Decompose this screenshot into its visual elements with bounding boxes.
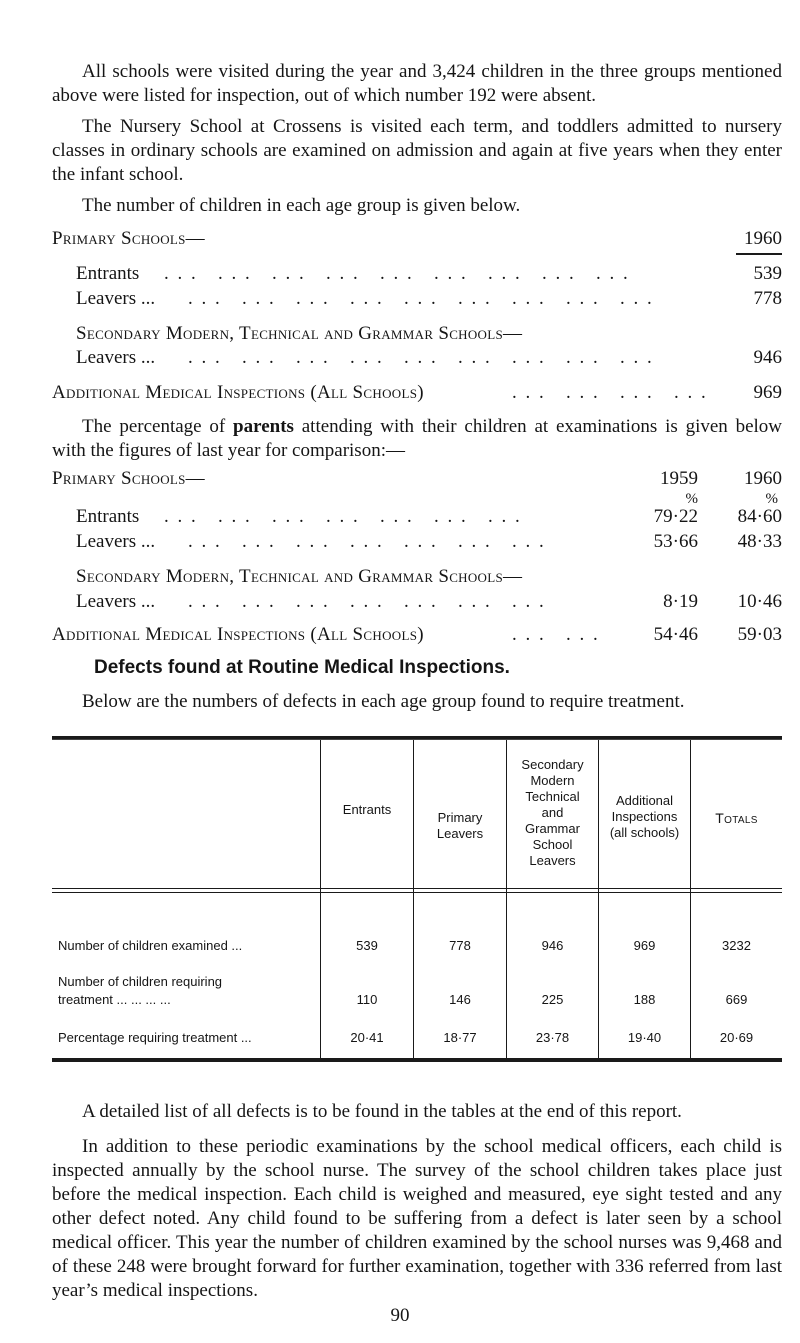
col-header-line: Leavers — [529, 853, 576, 868]
leader-dots: . . . . . . . . . . . . . . . . . . . . . — [164, 506, 522, 527]
pct-leavers-row — [52, 530, 782, 554]
col-header-line: School — [532, 837, 573, 852]
counts-primary-heading: Primary Schools— — [52, 228, 205, 249]
defects-table — [52, 736, 782, 1064]
cell: 18·77 — [443, 1030, 477, 1045]
counts-secondary-heading: Secondary Modern, Technical and Grammar Schools— — [76, 323, 523, 344]
intro-paragraph-3: The number of children in each age group is given below. — [82, 195, 521, 216]
percentage-intro-after: attending with their children at examinations is given below with the figures of last year for comparison:— — [52, 416, 783, 461]
col-header-line: Inspections — [611, 809, 678, 824]
counts-secondary-heading-row — [52, 322, 782, 346]
col-header-line: Additional — [615, 793, 674, 808]
cell: 778 — [449, 938, 471, 953]
row-label: Number of children examined ... — [58, 938, 243, 953]
cell: 188 — [633, 992, 656, 1007]
pct-secondary-heading-row — [52, 565, 782, 589]
cell: 3232 — [722, 938, 751, 953]
pct-sign-1960: % — [765, 491, 778, 507]
pct-sec-leavers-1959: 8·19 — [663, 591, 698, 612]
pct-leavers-label: Leavers ... — [76, 531, 156, 552]
cell: 946 — [541, 938, 564, 953]
cell: 110 — [356, 992, 378, 1007]
leader-dots: . . . . . . . . . . . . . . . . . . . . . — [188, 531, 546, 552]
pct-leavers-1960: 48·33 — [737, 531, 782, 552]
col-header-line: Technical — [525, 789, 580, 804]
pct-sec-leavers-label: Leavers ... — [76, 591, 156, 612]
table-bottom-rule — [52, 1058, 782, 1062]
closing-paragraph-1: A detailed list of all defects is to be found in the tables at the end of this report. — [82, 1101, 682, 1122]
pct-sec-leavers-row — [52, 590, 782, 614]
leader-dots: . . . . . . . . . . . . . . . . . . . . . — [188, 591, 546, 612]
col-header-line: Modern — [530, 773, 575, 788]
intro-paragraph-1: All schools were visited during the year and 3,424 children in the three groups mentioned above were listed for inspection, out of which number 192 were absent. — [52, 61, 782, 106]
page-number: 90 — [390, 1305, 410, 1326]
col-header-additional — [599, 793, 690, 841]
cell: 20·69 — [719, 1030, 754, 1045]
counts-leavers-label: Leavers ... — [76, 288, 156, 309]
pct-leavers-1959: 53·66 — [653, 531, 698, 552]
col-header-line: and — [541, 805, 564, 820]
pct-sign-1959: % — [685, 491, 698, 507]
row-label: Percentage requiring treatment ... — [58, 1030, 252, 1045]
counts-additional-label: Additional Medical Inspections (All Schools) — [52, 382, 424, 403]
col-header-entrants — [321, 802, 413, 818]
pct-entrants-row — [52, 505, 782, 529]
cell: 539 — [356, 938, 378, 953]
cell: 19·40 — [627, 1030, 662, 1045]
pct-entrants-1959: 79·22 — [653, 506, 698, 527]
counts-sec-leavers-value: 946 — [753, 347, 782, 368]
pct-year1-header: 1959 — [660, 468, 698, 489]
pct-secondary-heading: Secondary Modern, Technical and Grammar Schools— — [76, 566, 523, 587]
counts-entrants-label: Entrants — [76, 263, 140, 284]
leader-dots: . . . . . . . . . . . . . . . . . . . . . . . . . . . — [164, 263, 630, 284]
counts-year-header: 1960 — [744, 228, 782, 249]
col-header-primary-leavers — [414, 810, 506, 842]
counts-sec-leavers-row — [52, 346, 782, 370]
cell: 969 — [633, 938, 656, 953]
counts-entrants-row — [52, 262, 782, 286]
cell: 669 — [725, 992, 748, 1007]
pct-entrants-label: Entrants — [76, 506, 140, 527]
percentage-intro-before: The percentage of — [82, 416, 234, 437]
leader-dots: . . . . . . — [512, 624, 600, 645]
counts-entrants-value: 539 — [753, 263, 782, 284]
leader-dots: . . . . . . . . . . . . . . . . . . . . . . . . . . . — [188, 347, 654, 368]
table-header-rule — [52, 888, 782, 889]
row-label: treatment ... ... ... ... — [58, 992, 171, 1007]
counts-sec-leavers-label: Leavers ... — [76, 347, 156, 368]
counts-leavers-row — [52, 287, 782, 311]
col-header-line: Leavers — [436, 826, 484, 841]
col-header-line: Totals — [715, 810, 758, 826]
pct-primary-heading-row — [52, 467, 782, 491]
defects-heading: Defects found at Routine Medical Inspections. — [94, 657, 510, 678]
pct-additional-1960: 59·03 — [737, 624, 782, 645]
pct-additional-label: Additional Medical Inspections (All Schools) — [52, 624, 424, 645]
year-underline — [736, 253, 782, 255]
percentage-intro-bold: parents — [233, 416, 294, 437]
intro-paragraph-2: The Nursery School at Crossens is visited each term, and toddlers admitted to nursery classes in ordinary schools are examined on admission and again at five years when they enter the infant school. — [52, 116, 782, 185]
cell: 225 — [541, 992, 564, 1007]
col-header-line: Grammar — [525, 821, 580, 836]
leader-dots: . . . . . . . . . . . . — [512, 382, 708, 403]
col-header-line: (all schools) — [609, 825, 680, 840]
col-header-secondary — [507, 757, 598, 869]
pct-entrants-1960: 84·60 — [737, 506, 782, 527]
row-label: Number of children requiring — [58, 974, 223, 989]
col-header-line: Secondary — [521, 757, 584, 772]
percentage-intro — [52, 415, 782, 463]
pct-year2-header: 1960 — [744, 468, 782, 489]
cell: 23·78 — [535, 1030, 570, 1045]
defects-intro: Below are the numbers of defects in each age group found to require treatment. — [82, 691, 685, 712]
col-header-line: Entrants — [342, 802, 392, 817]
pct-additional-1959: 54·46 — [653, 624, 698, 645]
counts-leavers-value: 778 — [753, 288, 782, 309]
cell: 146 — [449, 992, 471, 1007]
leader-dots: . . . . . . . . . . . . . . . . . . . . . . . . . . . — [188, 288, 654, 309]
closing-paragraph-2: In addition to these periodic examinations by the school medical officers, each child is inspected annually by the school nurse. The survey of the school children takes place just before the medical inspection. Each child is weighed and measured, eye sight tested and any other defect noted. Any child found to be suffering from a defect is later seen by a school medical officer. This year the number of children examined by the school nurses was 9,468 and of these 248 were brought forward for further examination, together with 336 referred from last year’s medical inspections. — [52, 1136, 782, 1301]
pct-primary-heading: Primary Schools— — [52, 468, 205, 489]
col-header-line: Primary — [437, 810, 483, 825]
pct-additional-row — [52, 623, 782, 647]
counts-additional-value: 969 — [753, 382, 782, 403]
pct-sec-leavers-1960: 10·46 — [737, 591, 782, 612]
cell: 20·41 — [350, 1030, 384, 1045]
counts-primary-heading-row — [52, 227, 782, 251]
counts-additional-row — [52, 381, 782, 405]
col-header-totals — [691, 810, 782, 826]
